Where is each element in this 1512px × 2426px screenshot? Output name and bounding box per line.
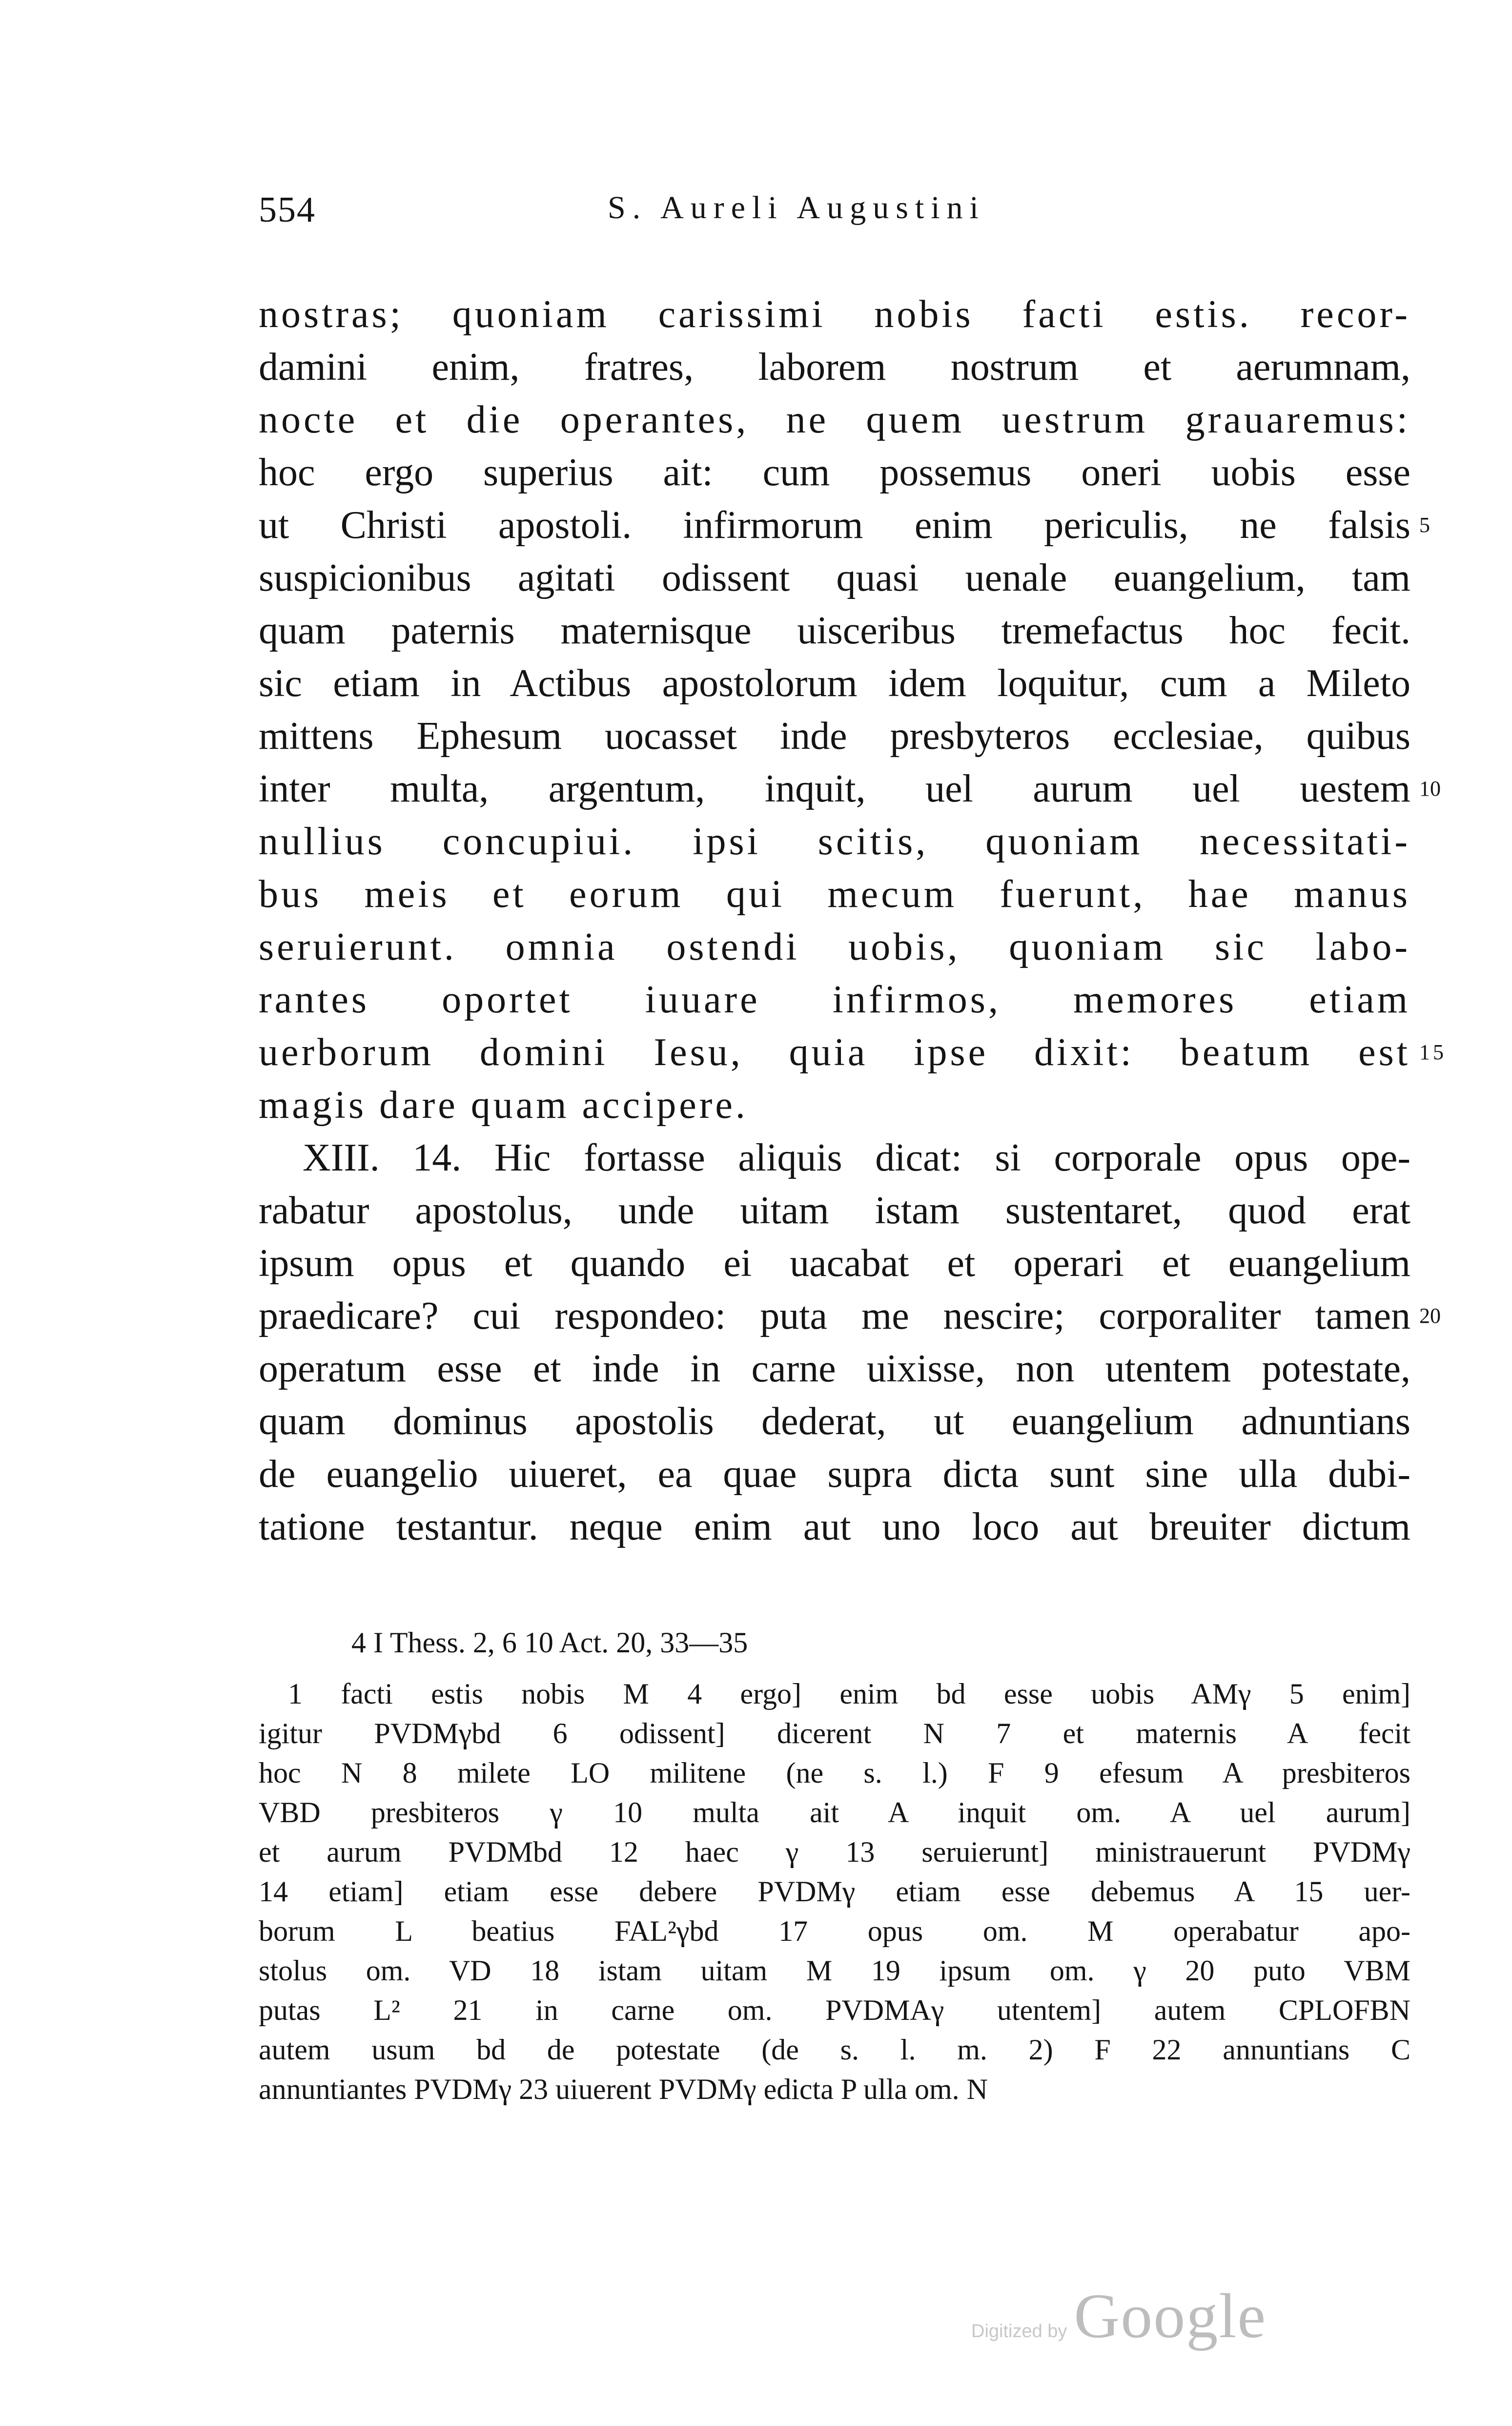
apparatus-line: 1 facti estis nobis M 4 ergo] enim bd esse uobis AMγ 5 enim]: [288, 1678, 1410, 1710]
text-line: de euangelio uiueret, ea quae supra dicta sunt sine ulla dubi-: [259, 1453, 1410, 1496]
apparatus-line: borum L beatius FAL²γbd 17 opus om. M operabatur apo-: [259, 1915, 1410, 1947]
text-line: sic etiam in Actibus apostolorum idem loquitur, cum a Mileto: [259, 662, 1410, 705]
text-line: magis dare quam accipere.: [259, 1084, 748, 1127]
text-line: bus meis et eorum qui mecum fuerunt, hae manus: [259, 873, 1410, 916]
apparatus-line: 14 etiam] etiam esse debere PVDMγ etiam esse debemus A 15 uer-: [259, 1875, 1410, 1908]
text-line-wrap: [259, 1290, 1441, 1342]
apparatus-line: et aurum PVDMbd 12 haec γ 13 seruierunt] ministrauerunt PVDMγ: [259, 1836, 1410, 1868]
page-header: [0, 189, 1512, 248]
main-text: [259, 288, 1447, 1553]
google-logo: Google: [1074, 2281, 1267, 2351]
text-line: seruierunt. omnia ostendi uobis, quoniam sic labo-: [259, 925, 1410, 968]
text-line: nostras; quoniam carissimi nobis facti estis. recor-: [259, 293, 1410, 336]
text-line: ipsum opus et quando ei uacabat et operari et euangelium: [259, 1242, 1410, 1285]
text-line-wrap: [259, 1026, 1447, 1079]
line-number: 10: [1419, 777, 1441, 801]
section-start-line: XIII. 14. Hic fortasse aliquis dicat: si corporale opus ope-: [303, 1136, 1410, 1179]
text-line: ut Christi apostoli. infirmorum enim periculis, ne falsis: [259, 504, 1410, 547]
text-line: hoc ergo superius ait: cum possemus oneri uobis esse: [259, 451, 1410, 494]
watermark-caption: Digitized by: [971, 2321, 1067, 2342]
footnotes: [259, 1621, 1410, 2109]
line-number: 20: [1419, 1304, 1441, 1328]
text-line: damini enim, fratres, laborem nostrum et aerumnam,: [259, 346, 1410, 389]
text-line-wrap: [259, 762, 1441, 815]
apparatus-line: putas L² 21 in carne om. PVDMAγ utentem] autem CPLOFBN: [259, 1994, 1410, 2026]
apparatus-line: igitur PVDMγbd 6 odissent] dicerent N 7 et maternis A fecit: [259, 1717, 1410, 1749]
text-line: suspicionibus agitati odissent quasi uenale euangelium, tam: [259, 556, 1410, 599]
text-line: nocte et die operantes, ne quem uestrum grauaremus:: [259, 398, 1410, 441]
running-head: S. Aureli Augustini: [608, 190, 985, 226]
apparatus-line: annuntiantes PVDMγ 23 uiuerent PVDMγ edicta P ulla om. N: [259, 2073, 988, 2105]
text-line: nullius concupiui. ipsi scitis, quoniam necessitati-: [259, 820, 1410, 863]
apparatus-line: autem usum bd de potestate (de s. l. m. 2) F 22 annuntians C: [259, 2034, 1410, 2066]
google-watermark: [971, 2280, 1313, 2353]
apparatus-line: hoc N 8 milete LO militene (ne s. l.) F 9 efesum A presbiteros: [259, 1757, 1410, 1789]
text-line: mittens Ephesum uocasset inde presbyteros ecclesiae, quibus: [259, 715, 1410, 758]
text-line: quam dominus apostolis dederat, ut euangelium adnuntians: [259, 1400, 1410, 1443]
text-line: uerborum domini Iesu, quia ipse dixit: beatum est: [259, 1031, 1410, 1074]
text-line: rantes oportet iuuare infirmos, memores etiam: [259, 978, 1410, 1021]
text-line: operatum esse et inde in carne uixisse, non utentem potestate,: [259, 1347, 1410, 1390]
line-number: 15: [1419, 1040, 1447, 1064]
line-number: 5: [1419, 513, 1430, 537]
apparatus-line: stolus om. VD 18 istam uitam M 19 ipsum om. γ 20 puto VBM: [259, 1954, 1410, 1987]
text-line: inter multa, argentum, inquit, uel aurum uel uestem: [259, 767, 1410, 810]
text-line: tatione testantur. neque enim aut uno loco aut breuiter dictum: [259, 1505, 1410, 1548]
text-line-wrap: [259, 499, 1430, 552]
text-line: rabatur apostolus, unde uitam istam sustentaret, quod erat: [259, 1189, 1410, 1232]
text-line: quam paternis maternisque uisceribus tremefactus hoc fecit.: [259, 609, 1410, 652]
testimonia-line: 4 I Thess. 2, 6 10 Act. 20, 33—35: [351, 1626, 748, 1659]
text-line: praedicare? cui respondeo: puta me nescire; corporaliter tamen: [259, 1295, 1410, 1337]
apparatus-line: VBD presbiteros γ 10 multa ait A inquit om. A uel aurum]: [259, 1796, 1410, 1829]
page-number: 554: [259, 190, 316, 230]
